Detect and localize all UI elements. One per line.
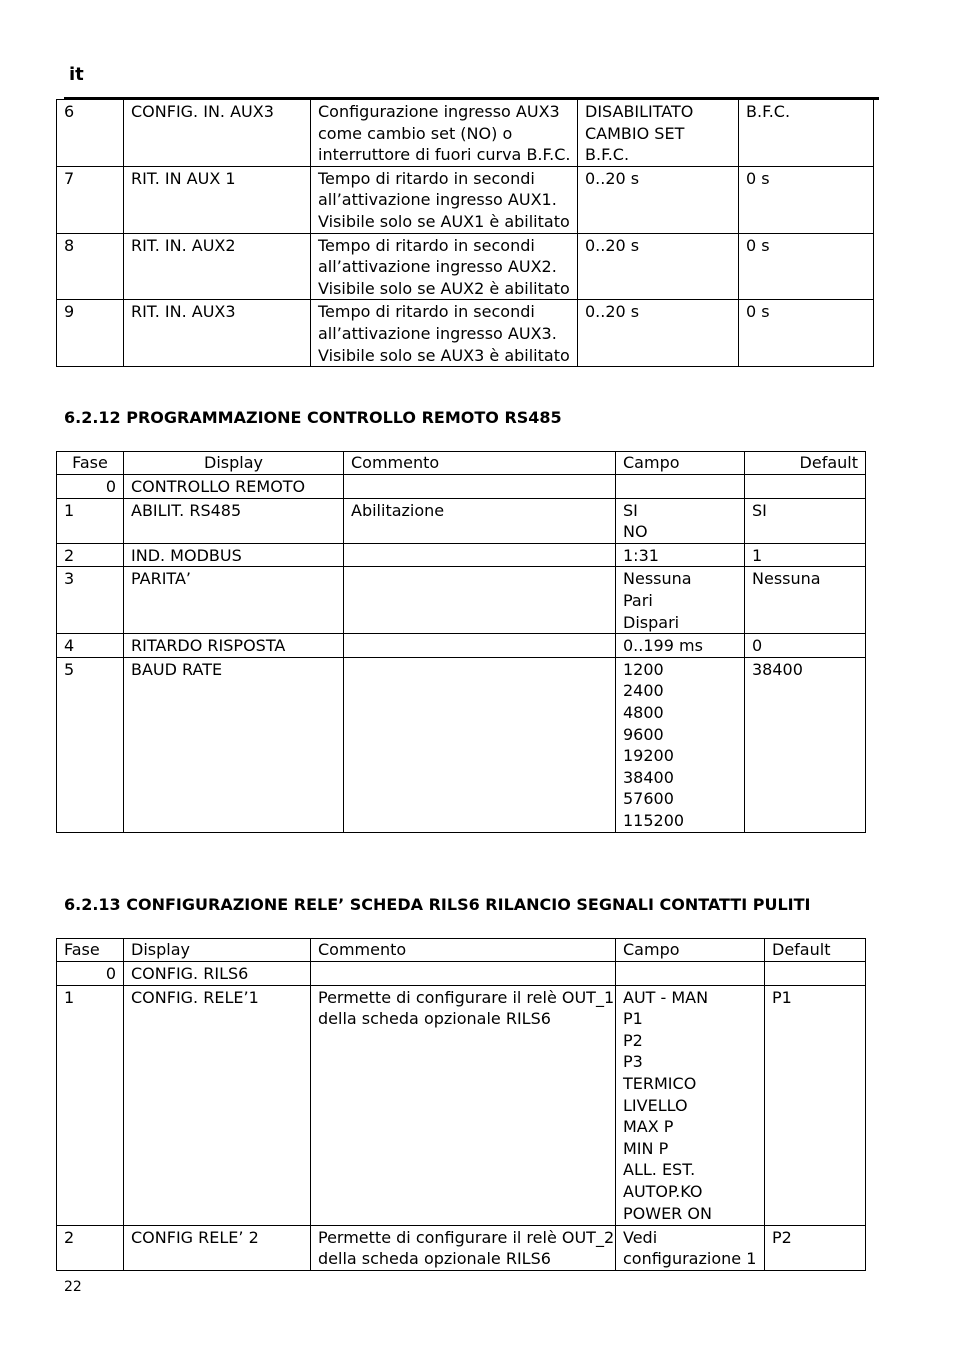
- cell-commento: Tempo di ritardo in secondi all’attivazione ingresso AUX3. Visibile solo se AUX3 è abilitato: [311, 300, 578, 367]
- cell-display: CONFIG. IN. AUX3: [124, 100, 311, 167]
- header-fase: Fase: [57, 452, 124, 475]
- group-row: [57, 475, 866, 499]
- cell-default: 0 s: [739, 166, 874, 233]
- table-header-row: [57, 452, 866, 475]
- header-default: Default: [745, 452, 866, 475]
- group-commento: [344, 475, 616, 499]
- cell-display: CONFIG. RELE’1: [124, 985, 311, 1225]
- page-number: 22: [64, 1279, 82, 1295]
- cell-commento: Abilitazione: [344, 498, 616, 543]
- cell-default: 38400: [745, 657, 866, 832]
- cell-fase: 9: [57, 300, 124, 367]
- aux-input-table-body: [57, 100, 874, 367]
- table-row: [57, 985, 866, 1225]
- rs485-table: [56, 451, 866, 833]
- language-label: it: [69, 64, 84, 85]
- cell-default: 1: [745, 543, 866, 567]
- cell-default: P1: [765, 985, 866, 1225]
- group-display: CONTROLLO REMOTO: [124, 475, 344, 499]
- cell-display: PARITA’: [124, 567, 344, 634]
- cell-commento: [344, 543, 616, 567]
- cell-default: B.F.C.: [739, 100, 874, 167]
- cell-default: P2: [765, 1225, 866, 1270]
- cell-fase: 3: [57, 567, 124, 634]
- cell-campo: Vedi configurazione 1: [616, 1225, 765, 1270]
- cell-display: BAUD RATE: [124, 657, 344, 832]
- cell-display: RIT. IN AUX 1: [124, 166, 311, 233]
- section-title-rs485: 6.2.12 PROGRAMMAZIONE CONTROLLO REMOTO RS485: [64, 408, 562, 427]
- cell-fase: 6: [57, 100, 124, 167]
- rs485-table-body: [57, 452, 866, 833]
- cell-fase: 2: [57, 543, 124, 567]
- rils6-table: [56, 938, 866, 1271]
- cell-commento: [344, 657, 616, 832]
- header-commento: Commento: [311, 939, 616, 962]
- cell-fase: 1: [57, 498, 124, 543]
- group-commento: [311, 962, 616, 986]
- cell-display: CONFIG RELE’ 2: [124, 1225, 311, 1270]
- cell-commento: [344, 567, 616, 634]
- cell-campo: 0..20 s: [578, 233, 739, 300]
- table-row: [57, 100, 874, 167]
- header-display: Display: [124, 452, 344, 475]
- table-row: [57, 300, 874, 367]
- table-row: [57, 567, 866, 634]
- table-row: [57, 233, 874, 300]
- cell-campo: 0..20 s: [578, 300, 739, 367]
- cell-commento: [344, 634, 616, 658]
- cell-display: RIT. IN. AUX2: [124, 233, 311, 300]
- table-row: [57, 543, 866, 567]
- header-fase: Fase: [57, 939, 124, 962]
- header-campo: Campo: [616, 452, 745, 475]
- group-row: [57, 962, 866, 986]
- group-fase: 0: [57, 475, 124, 499]
- cell-display: RITARDO RISPOSTA: [124, 634, 344, 658]
- cell-default: Nessuna: [745, 567, 866, 634]
- table-row: [57, 166, 874, 233]
- cell-campo: 0..20 s: [578, 166, 739, 233]
- cell-default: 0 s: [739, 300, 874, 367]
- table-row: [57, 657, 866, 832]
- cell-commento: Tempo di ritardo in secondi all’attivazione ingresso AUX1. Visibile solo se AUX1 è abilitato: [311, 166, 578, 233]
- group-default: [765, 962, 866, 986]
- cell-campo: DISABILITATO CAMBIO SET B.F.C.: [578, 100, 739, 167]
- cell-fase: 4: [57, 634, 124, 658]
- table-row: [57, 1225, 866, 1270]
- cell-fase: 2: [57, 1225, 124, 1270]
- table-header-row: [57, 939, 866, 962]
- cell-display: ABILIT. RS485: [124, 498, 344, 543]
- header-commento: Commento: [344, 452, 616, 475]
- cell-commento: Configurazione ingresso AUX3 come cambio set (NO) o interruttore di fuori curva B.F.C.: [311, 100, 578, 167]
- group-display: CONFIG. RILS6: [124, 962, 311, 986]
- group-campo: [616, 475, 745, 499]
- cell-commento: Tempo di ritardo in secondi all’attivazione ingresso AUX2. Visibile solo se AUX2 è abilitato: [311, 233, 578, 300]
- aux-input-table: [56, 99, 874, 367]
- cell-fase: 8: [57, 233, 124, 300]
- table-row: [57, 634, 866, 658]
- cell-display: IND. MODBUS: [124, 543, 344, 567]
- cell-fase: 5: [57, 657, 124, 832]
- cell-campo: Nessuna Pari Dispari: [616, 567, 745, 634]
- cell-campo: 1200 2400 4800 9600 19200 38400 57600 115200: [616, 657, 745, 832]
- header-campo: Campo: [616, 939, 765, 962]
- section-title-rils6: 6.2.13 CONFIGURAZIONE RELE’ SCHEDA RILS6 RILANCIO SEGNALI CONTATTI PULITI: [64, 895, 811, 914]
- group-default: [745, 475, 866, 499]
- cell-fase: 1: [57, 985, 124, 1225]
- cell-default: 0: [745, 634, 866, 658]
- cell-commento: Permette di configurare il relè OUT_1 della scheda opzionale RILS6: [311, 985, 616, 1225]
- group-campo: [616, 962, 765, 986]
- cell-campo: 1:31: [616, 543, 745, 567]
- cell-campo: 0..199 ms: [616, 634, 745, 658]
- cell-commento: Permette di configurare il relè OUT_2 della scheda opzionale RILS6: [311, 1225, 616, 1270]
- cell-fase: 7: [57, 166, 124, 233]
- cell-display: RIT. IN. AUX3: [124, 300, 311, 367]
- header-default: Default: [765, 939, 866, 962]
- header-display: Display: [124, 939, 311, 962]
- rils6-table-body: [57, 939, 866, 1271]
- cell-default: 0 s: [739, 233, 874, 300]
- group-fase: 0: [57, 962, 124, 986]
- table-row: [57, 498, 866, 543]
- cell-default: SI: [745, 498, 866, 543]
- cell-campo: SI NO: [616, 498, 745, 543]
- cell-campo: AUT - MAN P1 P2 P3 TERMICO LIVELLO MAX P MIN P ALL. EST. AUTOP.KO POWER ON: [616, 985, 765, 1225]
